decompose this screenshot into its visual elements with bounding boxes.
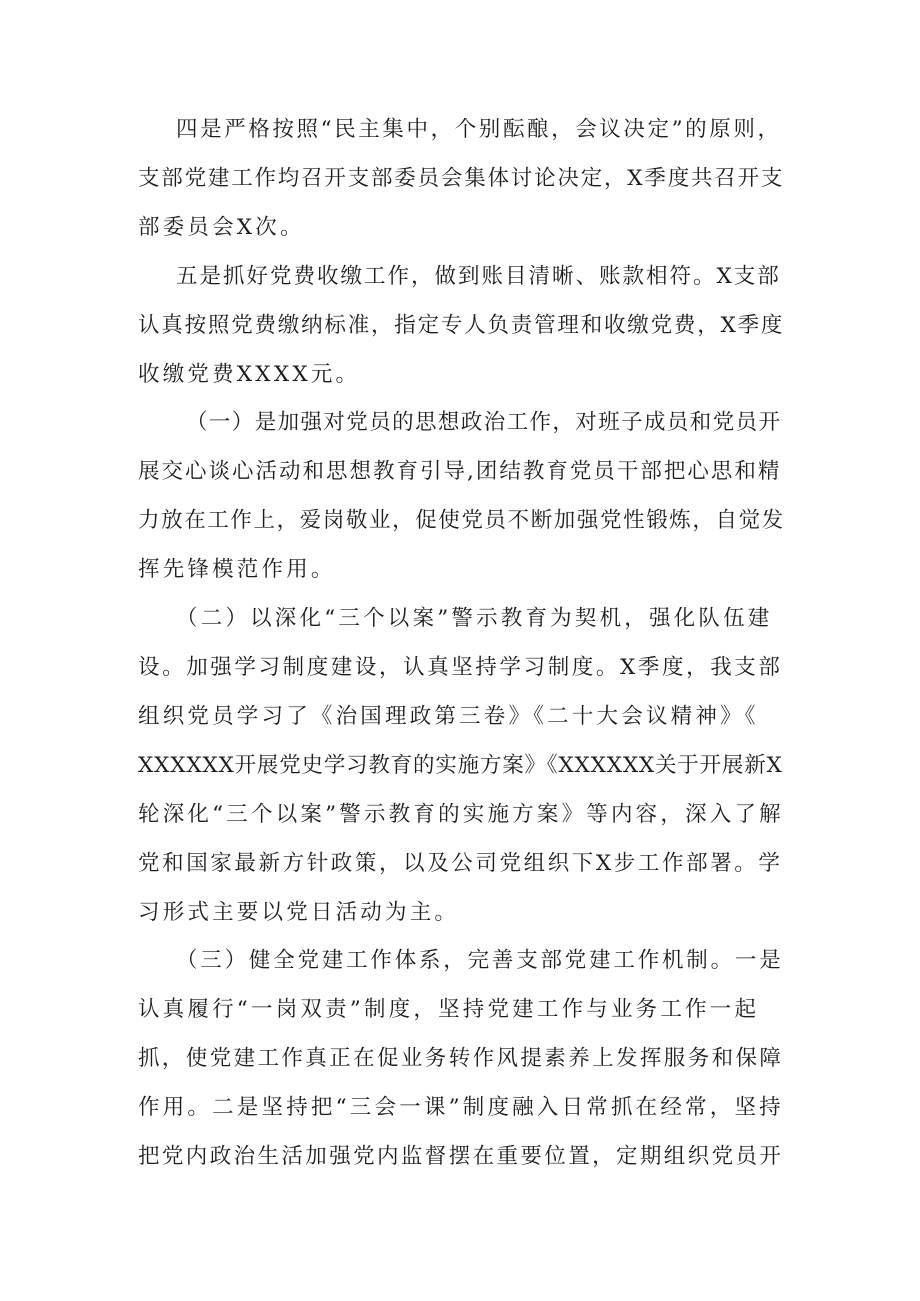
text-line: 部委员会X次。 <box>138 215 305 240</box>
text-line: （二）以深化“三个以案”警示教育为契机，强化队伍建 <box>176 606 773 631</box>
text-line: 挥先锋模范作用。 <box>138 557 336 582</box>
text-line: 轮深化“三个以案”警示教育的实施方案》等内容，深入了解 <box>138 802 784 827</box>
text-line: 认真履行“一岗双责”制度，坚持党建工作与业务工作一起 <box>138 997 760 1022</box>
text-line: 力放在工作上，爱岗敬业，促使党员不断加强党性锻炼，自觉发 <box>138 508 785 533</box>
text-line: 抓，使党建工作真正在促业务转作风提素养上发挥服务和保障 <box>138 1046 784 1071</box>
text-line: 五是抓好党费收缴工作，做到账目清晰、账款相符。X支部 <box>176 264 781 289</box>
text-line: （一）是加强对党员的思想政治工作，对班子成员和党员开 <box>186 410 782 435</box>
text-line: 组织党员学习了《治国理政第三卷》《二十大会议精神》《 <box>138 704 759 729</box>
text-line: 展交心谈心活动和思想教育引导,团结教育党员干部把心思和精 <box>138 459 782 484</box>
text-line: 认真按照党费缴纳标准，指定专人负责管理和收缴党费，X季度 <box>138 313 785 338</box>
text-line: 收缴党费XXXX元。 <box>138 362 361 387</box>
text-line: 把党内政治生活加强党内监督摆在重要位置，定期组织党员开 <box>138 1144 784 1169</box>
text-line: 四是严格按照“民主集中，个别酝酿，会议决定”的原则， <box>176 117 782 142</box>
text-line: 作用。二是坚持把“三会一课”制度融入日常抓在经常，坚持 <box>138 1095 784 1120</box>
text-line: （三）健全党建工作体系，完善支部党建工作机制。一是 <box>176 948 784 973</box>
text-line: 设。加强学习制度建设，认真坚持学习制度。X季度，我支部 <box>138 655 783 680</box>
text-line: 支部党建工作均召开支部委员会集体讨论决定，X季度共召开支 <box>138 166 785 191</box>
text-line: 习形式主要以党日活动为主。 <box>138 900 460 925</box>
text-line: XXXXXX开展党史学习教育的实施方案》《XXXXXX关于开展新X <box>138 753 783 778</box>
text-line: 党和国家最新方针政策，以及公司党组织下X步工作部署。学 <box>138 851 783 876</box>
